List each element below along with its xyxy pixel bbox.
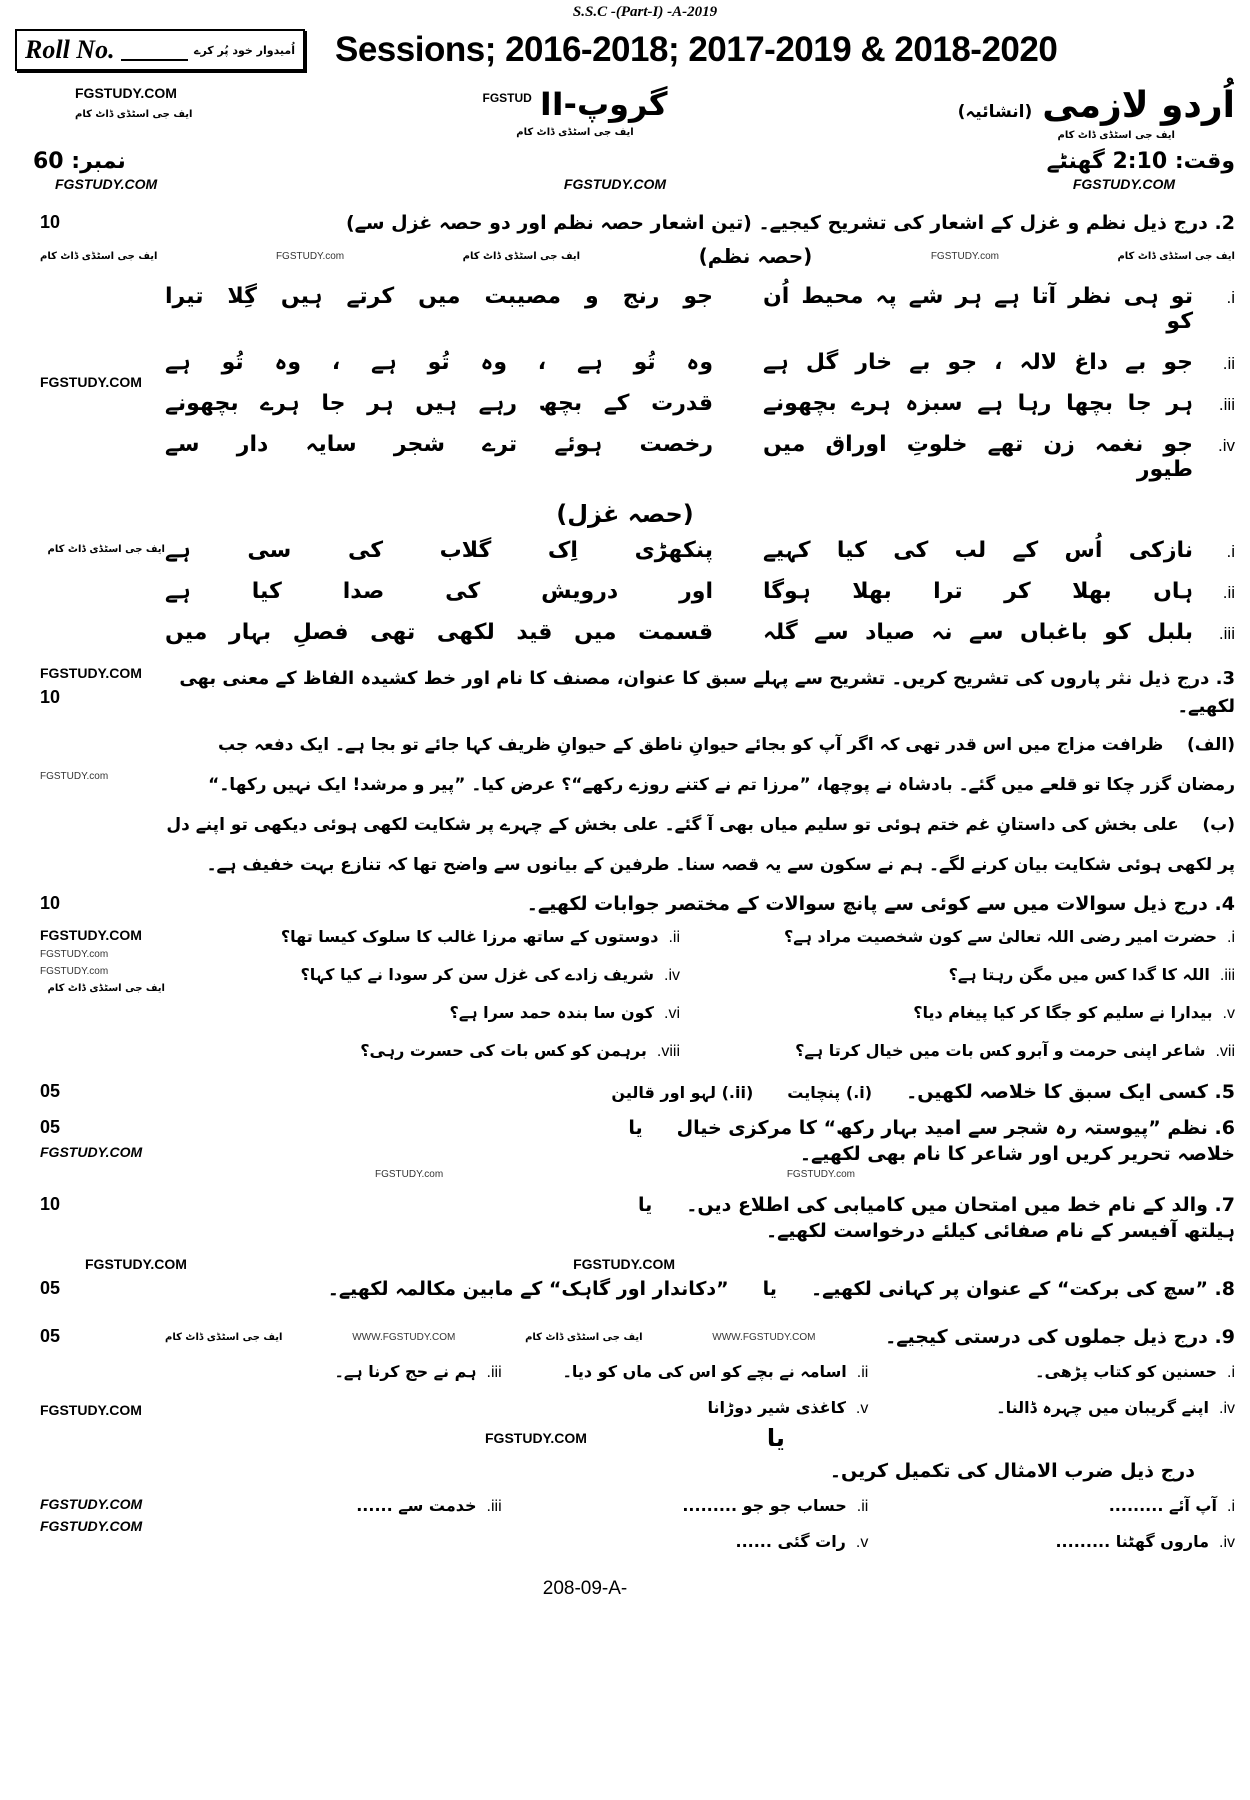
passage-a-label: (الف) [1187, 735, 1235, 755]
verse-number: i. [1226, 288, 1235, 307]
q4-marks: 10 [40, 893, 61, 913]
question-item [165, 965, 680, 985]
item-number: vii. [1215, 1043, 1235, 1060]
q5-option-2: (ii.) لہو اور قالین [611, 1083, 754, 1102]
item-text: برہمن کو کس بات کی حسرت رہی؟ [360, 1041, 647, 1060]
watermark: ایف جی اسٹڈی ڈاٹ کام [525, 1331, 643, 1343]
verse-row [165, 432, 1235, 482]
verse-first-line: نازکی اُس کے لب کی کیا کہیے [763, 538, 1193, 563]
q7-alternative: ہیلتھ آفیسر کے نام صفائی کیلئے درخواست لکھیے۔ [766, 1220, 1235, 1242]
header-marks-row [15, 149, 1235, 174]
watermark: ایف جی اسٹڈی ڈاٹ کام [47, 983, 165, 994]
watermark: FGSTUDY.COM [485, 1430, 587, 1446]
watermark: FGSTUDY.COM [573, 1256, 675, 1272]
item-text: رات گئی ...... [735, 1532, 846, 1551]
q9-or-row [15, 1424, 1235, 1452]
verse-row [165, 579, 1235, 604]
item-number: iii. [486, 1498, 502, 1515]
q5-option-1: (i.) پنچایت [787, 1083, 873, 1102]
proverbs-row [15, 1496, 1235, 1552]
q3-passage-a [165, 725, 1235, 805]
q8-title: 8. ”سچ کی برکت“ کے عنوان پر کہانی لکھیے۔ [810, 1278, 1235, 1300]
watermark: FGSTUDY.com [375, 1169, 444, 1180]
verse-number: iv. [1217, 436, 1235, 455]
watermark: FGSTUDY.com [275, 250, 345, 262]
q7-row [15, 1194, 1235, 1242]
item-number: i. [1226, 1498, 1235, 1515]
item-text: حضرت امیر رضی اللہ تعالیٰ سے کون شخصیت مراد ہے؟ [783, 927, 1217, 946]
q4-title: 4. درج ذیل سوالات میں سے کوئی سے پانچ سوالات کے مختصر جوابات لکھیے۔ [526, 893, 1235, 915]
verse-first-line: جو نغمہ زن تھے خلوتِ اوراق میں طیور [763, 432, 1193, 482]
sentence-item [165, 1362, 502, 1382]
group-label: گروپ-II [539, 85, 668, 123]
verse-number: iii. [1218, 395, 1235, 414]
item-number: v. [855, 1400, 869, 1417]
watermark: ایف جی اسٹڈی ڈاٹ کام [1117, 250, 1235, 262]
ghazal-row [15, 538, 1235, 661]
q9-title: 9. درج ذیل جملوں کی درستی کیجیے۔ [885, 1326, 1235, 1348]
proverb-item [898, 1532, 1235, 1552]
watermark: FGSTUDY.COM [40, 374, 142, 390]
verse-second-line: قسمت میں قید لکھی تھی فصلِ بہار میں [165, 620, 713, 645]
q4-title-row [15, 893, 1235, 915]
watermark: WWW.FGSTUDY.COM [352, 1331, 456, 1343]
item-text: شاعر اپنی حرمت و آبرو کس بات میں خیال کرتا ہے؟ [795, 1041, 1206, 1060]
q3-title: 3. درج ذیل نثر پاروں کی تشریح کریں۔ تشریح سے پہلے سبق کا عنوان، مصنف کا نام اور خط کشیدہ الفاظ کے معنی بھی لکھیے۔ [179, 668, 1235, 717]
question-item [720, 965, 1235, 985]
watermark: FGSTUDY.com [40, 949, 109, 960]
q7-marks: 10 [40, 1194, 61, 1214]
header-left [15, 85, 192, 120]
verse-second-line: پنکھڑی اِک گلاب کی سی ہے [165, 538, 713, 563]
nazm-verses [165, 284, 1235, 498]
sentence-item [898, 1362, 1235, 1382]
verse-row [165, 391, 1235, 416]
item-number: ii. [668, 929, 680, 946]
nazm-heading: (حصہ نظم) [698, 244, 813, 268]
subject-title: اُردو لازمی [1042, 85, 1235, 126]
verse-number: ii. [1222, 354, 1235, 373]
q6-marks: 05 [40, 1117, 61, 1137]
ghazal-verses [165, 538, 1235, 661]
item-number: iv. [1218, 1534, 1235, 1551]
item-number: v. [1222, 1005, 1235, 1022]
item-number: ii. [856, 1364, 869, 1381]
watermark: FGSTUDY.COM [1072, 176, 1175, 192]
item-number: ii. [856, 1498, 869, 1515]
q3-marks: 10 [40, 687, 61, 707]
item-number: v. [855, 1534, 869, 1551]
verse-second-line: رخصت ہوئے ترے شجر سایہ دار سے [165, 432, 713, 457]
verse-first-line: بلبل کو باغباں سے نہ صیاد سے گلہ [763, 620, 1193, 645]
total-marks: نمبر: 60 [33, 149, 126, 174]
sentence-item [532, 1362, 869, 1382]
sentence-item [532, 1398, 869, 1418]
q4-questions [165, 927, 1235, 1061]
watermark: FGSTUDY.COM [40, 1402, 142, 1418]
q6-title: 6. نظم ”پیوستہ رہ شجر سے امید بہار رکھ“ کا مرکزی خیال [676, 1117, 1235, 1139]
watermark: FGSTUDY.com [786, 1169, 855, 1180]
q6-watermark-row [15, 1169, 1235, 1180]
q3-title-row [15, 665, 1235, 721]
item-text: اللہ کا گدا کس میں مگن رہتا ہے؟ [948, 965, 1210, 984]
item-text: حسنین کو کتاب پڑھی۔ [1035, 1362, 1217, 1381]
header-right [958, 85, 1235, 141]
watermark: ایف جی اسٹڈی ڈاٹ کام [516, 127, 634, 138]
q2-title-row [15, 212, 1235, 234]
paper-type: (انشائیہ) [957, 102, 1033, 122]
proverb-item [532, 1532, 869, 1552]
header-center [483, 85, 668, 138]
q8-watermark-row [15, 1256, 1235, 1272]
watermark: FGSTUDY.COM [40, 1496, 143, 1512]
item-text: اسامہ نے بچے کو اس کی ماں کو دیا۔ [562, 1362, 847, 1381]
watermark: FGSTUDY.COM [563, 176, 667, 192]
time-allowed: وقت: 2:10 گھنٹے [1046, 149, 1235, 174]
watermark: WWW.FGSTUDY.COM [712, 1331, 816, 1343]
q2-marks: 10 [40, 212, 61, 232]
q3-passage-b-row [15, 805, 1235, 885]
sessions-title: Sessions; 2016-2018; 2017-2019 & 2018-2020 [335, 30, 1058, 69]
q7-or: یا [637, 1194, 653, 1216]
q5-marks: 05 [40, 1081, 61, 1101]
paper-code: S.S.C -(Part-I) -A-2019 [572, 4, 718, 20]
verse-second-line: قدرت کے بچھ رہے ہیں ہر جا ہرے بچھونے [165, 391, 713, 416]
verse-number: i. [1226, 542, 1235, 561]
nazm-row [15, 284, 1235, 498]
watermark: FGSTUDY.COM [40, 665, 142, 681]
watermark: FGSTUDY.COM [40, 927, 142, 943]
q8-row [15, 1278, 1235, 1300]
item-text: حساب جو جو ......... [682, 1496, 847, 1515]
q6-alternative: خلاصہ تحریر کریں اور شاعر کا نام بھی لکھیے۔ [799, 1143, 1235, 1165]
q6-or: یا [628, 1117, 643, 1139]
watermark: FGSTUDY.COM [40, 1144, 143, 1160]
question-item [720, 1041, 1235, 1061]
item-text: شریف زادے کی غزل سن کر سودا نے کیا کہا؟ [300, 965, 654, 984]
item-number: viii. [656, 1043, 680, 1060]
q3-passage-a-row [15, 725, 1235, 805]
question-item [165, 927, 680, 947]
question-item [165, 1003, 680, 1023]
item-number: iv. [663, 967, 680, 984]
verse-second-line: وہ تُو ہے ، وہ تُو ہے ، وہ تُو ہے [165, 350, 713, 375]
verse-row [165, 284, 1235, 334]
sentence-item [898, 1398, 1235, 1418]
verse-number: ii. [1222, 583, 1235, 602]
watermark: FGSTUDY.COM [40, 1518, 143, 1534]
verse-row [165, 350, 1235, 375]
item-text: بیدارا نے سلیم کو جگا کر کیا پیغام دیا؟ [913, 1003, 1213, 1022]
header-title-row [15, 85, 1235, 141]
watermark: ایف جی اسٹڈی ڈاٹ کام [40, 250, 158, 262]
question-item [165, 1041, 680, 1061]
proverb-item [532, 1496, 869, 1516]
watermark: FGSTUDY.COM [75, 85, 177, 101]
watermark: ایف جی اسٹڈی ڈاٹ کام [1057, 130, 1175, 141]
q9-sentences [165, 1362, 1235, 1418]
proverb-item [898, 1496, 1235, 1516]
proverb-item [165, 1496, 502, 1516]
q5-row [15, 1081, 1235, 1103]
item-text: دوستوں کے ساتھ مرزا غالب کا سلوک کیسا تھا؟ [280, 927, 659, 946]
item-number: i. [1226, 929, 1235, 946]
item-number: iii. [1219, 967, 1235, 984]
watermark: FGSTUD [482, 91, 532, 105]
q9-items-row [15, 1362, 1235, 1418]
item-text: ماروں گھٹنا ......... [1055, 1532, 1209, 1551]
roll-label: Roll No. [25, 35, 115, 64]
item-number: iv. [1218, 1400, 1235, 1417]
watermark: FGSTUDY.COM [55, 176, 158, 192]
item-text: ہم نے حج کرنا ہے۔ [334, 1362, 477, 1381]
verse-row [165, 620, 1235, 645]
proverbs-title: درج ذیل ضرب الامثال کی تکمیل کریں۔ [829, 1460, 1195, 1482]
item-number: i. [1226, 1364, 1235, 1381]
q9-title-row [15, 1326, 1235, 1348]
watermark: ایف جی اسٹڈی ڈاٹ کام [47, 544, 165, 555]
verse-number: iii. [1218, 624, 1235, 643]
verse-first-line: تو ہی نظر آتا ہے ہر شے پہ محیط اُن کو [763, 284, 1193, 334]
passage-a-text: ظرافت مزاج میں اس قدر تھی کہ اگر آپ کو بجائے حیوانِ ناطق کے حیوانِ ظریف کہا جائے تو بجا ہے۔ ایک دفعہ جب رمضان گزر چکا تو قلعے میں گئے۔ بادشاہ نے پوچھا، ”مرزا تم نے کتنے روزے رکھے“؟ عرض کیا۔ ”پیر و مرشد! ایک نہیں رکھا۔“ [208, 735, 1235, 795]
item-text: خدمت سے ...... [356, 1496, 477, 1515]
q4-items-row [15, 927, 1235, 1061]
question-item [720, 927, 1235, 947]
watermark: FGSTUDY.com [930, 250, 999, 262]
q6-row [15, 1117, 1235, 1165]
q8-marks: 05 [40, 1278, 61, 1298]
item-text: کون سا بندہ حمد سرا ہے؟ [449, 1003, 654, 1022]
q8-alternative: ”دکاندار اور گاہک“ کے مابین مکالمہ لکھیے۔ [327, 1278, 729, 1300]
item-number: vi. [663, 1005, 680, 1022]
proverbs-list [165, 1496, 1235, 1552]
header-watermark-row [15, 176, 1235, 192]
roll-number-line [121, 39, 188, 61]
q5-title: 5. کسی ایک سبق کا خلاصہ لکھیں۔ [906, 1081, 1235, 1103]
watermark: ایف جی اسٹڈی ڈاٹ کام [462, 250, 581, 262]
verse-second-line: اور درویش کی صدا کیا ہے [165, 579, 713, 604]
watermark: FGSTUDY.com [40, 966, 109, 977]
footer-code: 208-09-A- [542, 1578, 628, 1599]
roll-number-box [15, 29, 305, 71]
verse-first-line: ہاں بھلا کر ترا بھلا ہوگا [763, 579, 1193, 604]
item-text: اپنے گریبان میں چہرہ ڈالنا۔ [996, 1398, 1209, 1417]
q3-passage-b [165, 805, 1235, 885]
q9-marks: 05 [40, 1326, 61, 1346]
q2-title: 2. درج ذیل نظم و غزل کے اشعار کی تشریح کیجیے۔ (تین اشعار حصہ نظم اور دو حصہ غزل سے) [346, 212, 1235, 234]
verse-first-line: جو بے داغ لالہ ، جو بے خار گل ہے [763, 350, 1193, 375]
verse-row [165, 538, 1235, 563]
watermark: FGSTUDY.com [40, 771, 109, 782]
item-text: کاغذی شیر دوڑانا [707, 1398, 846, 1417]
passage-b-text: علی بخش کی داستانِ غم ختم ہوئی تو سلیم میاں بھی آ گئے۔ علی بخش کے چہرے پر شکایت لکھی ہوئی دیکھی تو اپنے دل پر لکھی ہوئی شکایت بیان کرنے لگے۔ ہم نے سکون سے یہ قصہ سنا۔ طرفین کے بیانوں سے واضح تھا کہ تنازع بہت خفیف ہے۔ [166, 815, 1235, 875]
item-text: آپ آئے ......... [1108, 1496, 1217, 1515]
passage-b-label: (ب) [1202, 815, 1235, 835]
ghazal-heading: (حصہ غزل) [556, 500, 694, 528]
question-item [720, 1003, 1235, 1023]
watermark: ایف جی اسٹڈی ڈاٹ کام [165, 1331, 283, 1343]
roll-note: اُمیدوار خود پُر کرے [194, 43, 295, 57]
verse-first-line: ہر جا بچھا رہا ہے سبزہ ہرے بچھونے [763, 391, 1193, 416]
q8-or: یا [762, 1278, 777, 1300]
verse-second-line: جو رنج و مصیبت میں کرتے ہیں گِلا تیرا [165, 284, 713, 309]
q2-watermark-row [15, 244, 1235, 268]
header-top-row [15, 29, 1235, 71]
watermark: FGSTUDY.COM [85, 1256, 187, 1272]
item-number: iii. [486, 1364, 502, 1381]
q7-title: 7. والد کے نام خط میں امتحان میں کامیابی کی اطلاع دیں۔ [686, 1194, 1235, 1216]
q9-or: یا [766, 1424, 785, 1452]
watermark: ایف جی اسٹڈی ڈاٹ کام [75, 109, 193, 120]
